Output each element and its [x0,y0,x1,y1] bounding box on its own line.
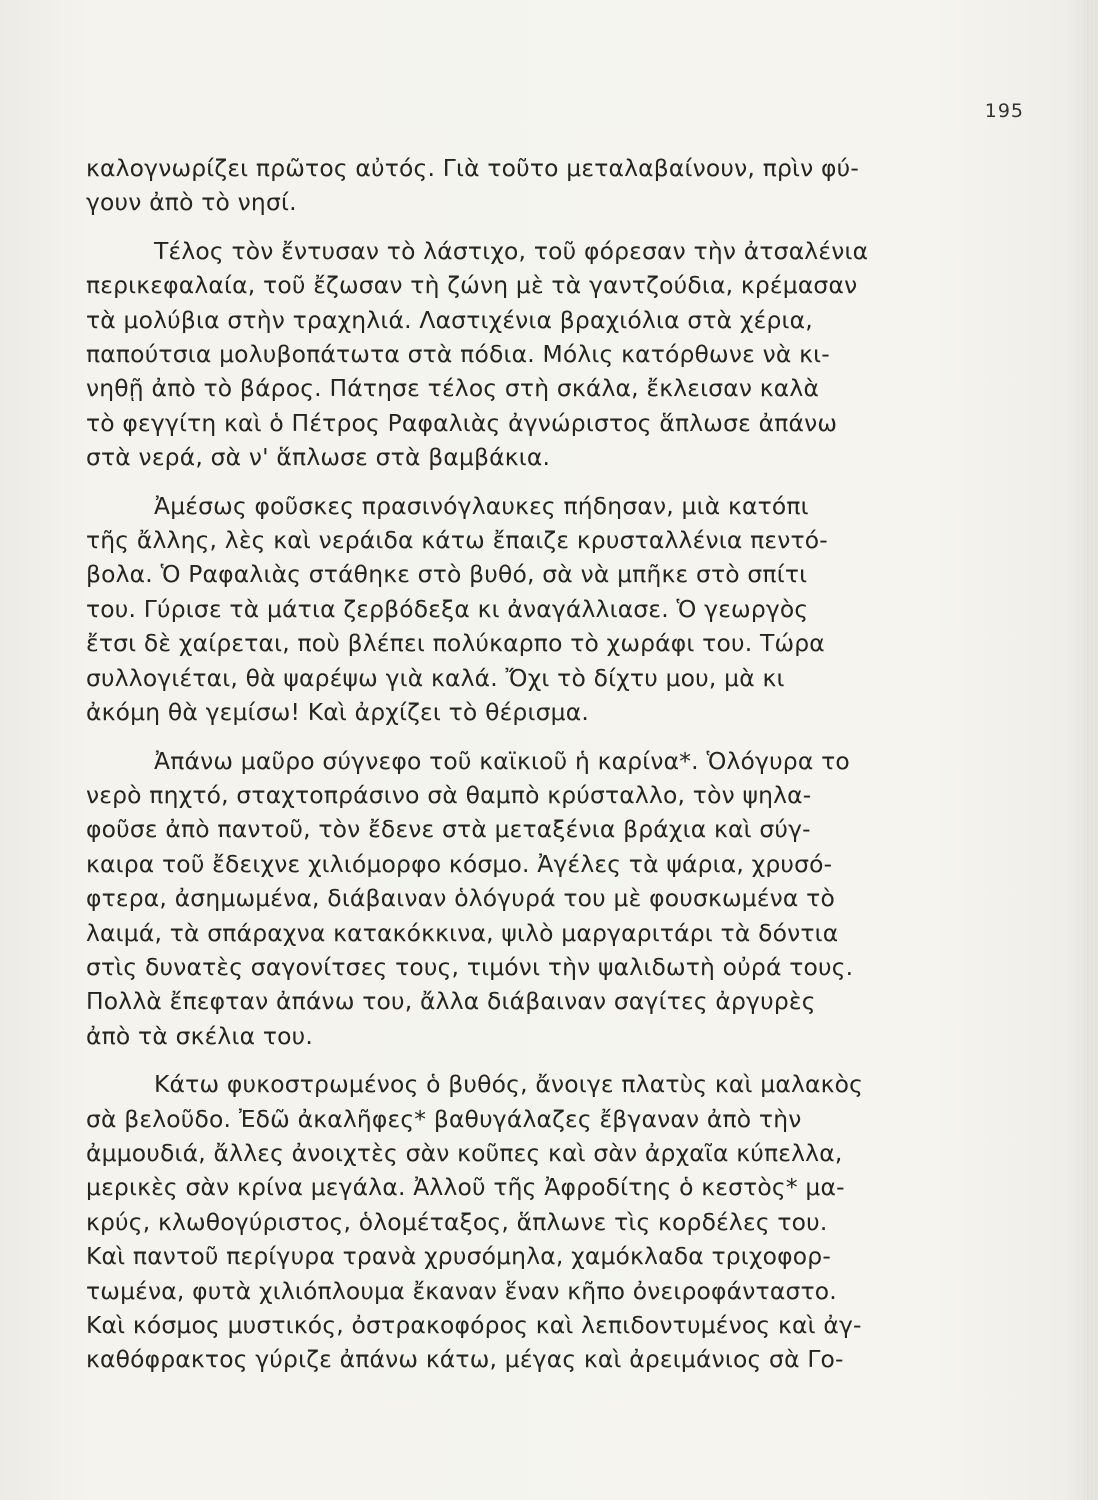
text-line: περικεφαλαία, τοῦ ἔζωσαν τὴ ζώνη μὲ τὰ γαντζούδια, κρέμασαν [86,271,858,300]
paragraph [86,489,936,730]
text-line: Καὶ παντοῦ περίγυρα τρανὰ χρυσόμηλα, χαμόκλαδα τριχοφορ- [86,1242,831,1271]
text-line: ἀπὸ τὰ σκέλια του. [86,1021,314,1050]
text-line: Ἀπάνω μαῦρο σύγνεφο τοῦ καϊκιοῦ ἡ καρίνα*. Ὁλόγυρα το [154,746,850,775]
text-line: νηθῇ ἀπὸ τὸ βάρος. Πάτησε τέλος στὴ σκάλα, ἔκλεισαν καλὰ [86,374,820,403]
text-line: γουν ἀπὸ τὸ νησί. [86,188,297,217]
text-line: τῆς ἄλλης, λὲς καὶ νεράιδα κάτω ἔπαιζε κρυσταλλένια πεντό- [86,526,828,555]
paragraph [86,234,936,475]
text-line: κρύς, κλωθογύριστος, ὁλομέταξος, ἅπλωνε τὶς κορδέλες του. [86,1207,828,1236]
text-line: Ἀμέσως φοῦσκες πρασινόγλαυκες πήδησαν, μιὰ κατόπι [154,491,809,520]
text-line: τὸ φεγγίτη καὶ ὁ Πέτρος Ραφαλιὰς ἀγνώριστος ἅπλωσε ἀπάνω [86,408,838,437]
text-line: Καὶ κόσμος μυστικός, ὀστρακοφόρος καὶ λεπιδοντυμένος καὶ ἀγ- [86,1311,862,1339]
text-line: Κάτω φυκοστρωμένος ὁ βυθός, ἄνοιγε πλατὺς καὶ μαλακὸς [154,1070,864,1099]
text-line: παπούτσια μολυβοπάτωτα στὰ πόδια. Μόλις κατόρθωνε νὰ κι- [86,340,830,369]
text-line: στὶς δυνατὲς σαγονίτσες τους, τιμόνι τὴν ψαλιδωτὴ οὐρά τους. [86,952,854,981]
text-line: μερικὲς σὰν κρίνα μεγάλα. Ἀλλοῦ τῆς Ἀφροδίτης ὁ κεστὸς* μα- [86,1173,845,1202]
text-line: συλλογιέται, θὰ ψαρέψω γιὰ καλά. Ὄχι τὸ δίχτυ μου, μὰ κι [86,663,785,692]
text-line: ἀκόμη θὰ γεμίσω! Καὶ ἀρχίζει τὸ θέρισμα. [86,698,589,727]
text-line: βολα. Ὁ Ραφαλιὰς στάθηκε στὸ βυθό, σὰ νὰ μπῆκε στὸ σπίτι [86,560,808,589]
paragraph [86,1067,936,1377]
text-line: καθόφρακτος γύριζε ἀπάνω κάτω, μέγας καὶ ἀρειμάνιος σὰ Γο- [86,1345,844,1374]
text-line: τωμένα, φυτὰ χιλιόπλουμα ἔκαναν ἕναν κῆπο ὀνειροφάνταστο. [86,1276,837,1305]
page-number: 195 [984,100,1024,122]
text-line: φοῦσε ἀπὸ παντοῦ, τὸν ἔδενε στὰ μεταξένια βράχια καὶ σύγ- [86,815,811,844]
text-line: νερὸ πηχτό, σταχτοπράσινο σὰ θαμπὸ κρύσταλλο, τὸν ψηλα- [86,780,812,809]
body-text [86,151,936,1377]
text-line: φτερα, ἀσημωμένα, διάβαιναν ὁλόγυρά του μὲ φουσκωμένα τὸ [86,884,835,913]
text-line: στὰ νερά, σὰ ν' ἅπλωσε στὰ βαμβάκια. [86,443,551,472]
text-line: λαιμά, τὰ σπάραχνα κατακόκκινα, ψιλὸ μαργαριτάρι τὰ δόντια [86,918,839,947]
text-line: καλογνωρίζει πρῶτος αὐτός. Γιὰ τοῦτο μεταλαβαίνουν, πρὶν φύ- [86,154,860,182]
paragraph [86,744,936,1054]
text-line: καιρα τοῦ ἔδειχνε χιλιόμορφο κόσμο. Ἀγέλες τὰ ψάρια, χρυσό- [86,849,833,878]
text-line: ἀμμουδιά, ἄλλες ἀνοιχτὲς σὰν κοῦπες καὶ σὰν ἀρχαῖα κύπελλα, [86,1138,843,1167]
text-line: σὰ βελοῦδο. Ἐδῶ ἀκαλῆφες* βαθυγάλαζες ἔβγαναν ἀπὸ τὴν [86,1104,802,1133]
text-line: ἔτσι δὲ χαίρεται, ποὺ βλέπει πολύκαρπο τὸ χωράφι του. Τώρα [86,629,825,658]
text-line: Τέλος τὸν ἔντυσαν τὸ λάστιχο, τοῦ φόρεσαν τὴν ἀτσαλένια [154,236,869,265]
paragraph [86,151,936,220]
text-line: τὰ μολύβια στὴν τραχηλιά. Λαστιχένια βραχιόλια στὰ χέρια, [86,305,813,334]
page-stack-edge [1084,0,1098,1500]
text-line: Πολλὰ ἔπεφταν ἀπάνω του, ἄλλα διάβαιναν σαγίτες ἀργυρὲς [86,987,816,1016]
text-line: του. Γύρισε τὰ μάτια ζερβόδεξα κι ἀναγάλλιασε. Ὁ γεωργὸς [86,594,809,623]
